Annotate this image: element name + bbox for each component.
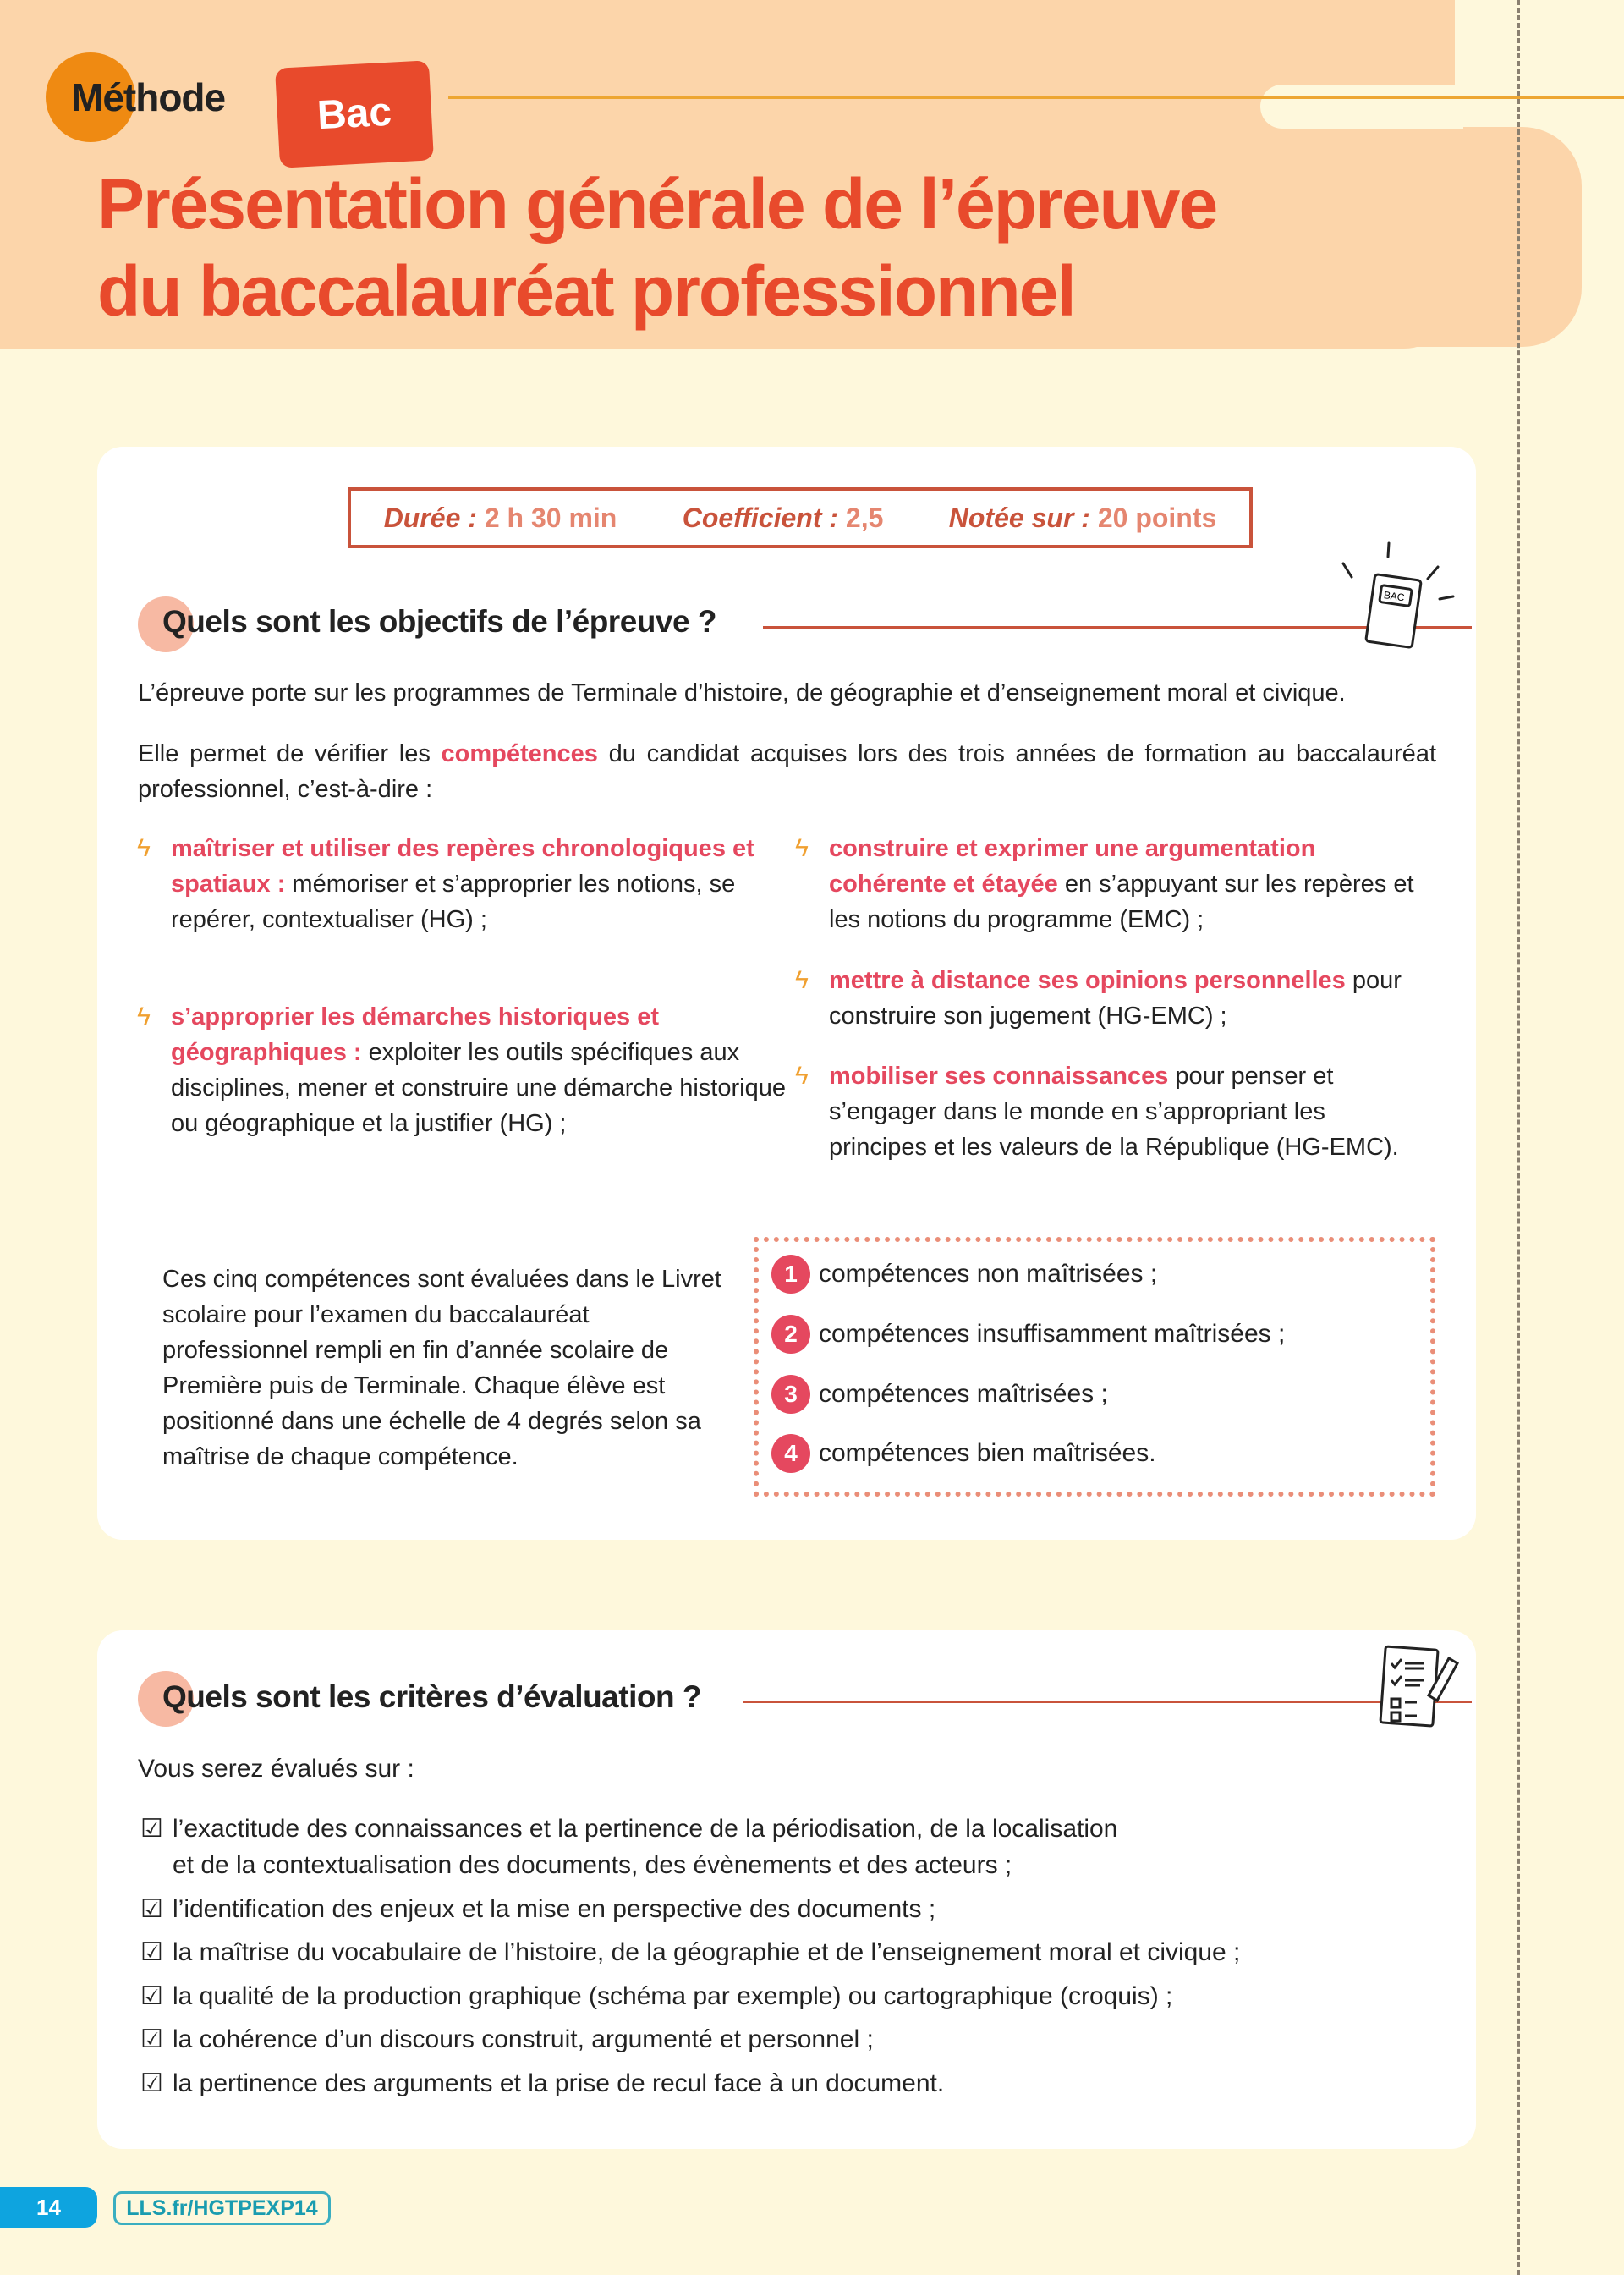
- header-decoration: [1260, 85, 1463, 129]
- lightning-icon: ϟ: [795, 1062, 809, 1090]
- competences-paragraph: Elle permet de vérifier les compétences du candidat acquises lors des trois années de formation au baccalauréat professionnel, c’est-à-dire :: [138, 740, 1436, 803]
- checkbox-checked-icon: ☑: [140, 1815, 163, 1843]
- checkbox-checked-icon: ☑: [140, 1982, 163, 2010]
- section-heading: Quels sont les critères d’évaluation ?: [162, 1679, 701, 1714]
- competence-item: ϟ mobiliser ses connaissances pour penser et s’engager dans le monde en s’appropriant les principes et les valeurs de la République (HG-EMC).: [795, 1058, 1404, 1165]
- lightning-icon: ϟ: [137, 1003, 151, 1030]
- page-title: [97, 161, 1216, 335]
- section-heading: Quels sont les objectifs de l’épreuve ?: [162, 604, 716, 639]
- criteria-item: ☑ la qualité de la production graphique (schéma par exemple) ou cartographique (croquis) ;: [140, 1978, 1172, 2014]
- checkbox-checked-icon: ☑: [140, 2025, 163, 2053]
- heading-rule: [743, 1701, 1472, 1703]
- section-tag: Méthode: [71, 75, 226, 119]
- header-decoration: [1353, 262, 1497, 347]
- level-item: 4 compétences bien maîtrisées.: [771, 1434, 1156, 1473]
- title-line: du baccalauréat professionnel: [97, 251, 1075, 331]
- duration: Durée : 2 h 30 min: [383, 502, 617, 533]
- svg-text:BAC: BAC: [1383, 589, 1406, 604]
- bac-badge: Bac: [275, 60, 434, 168]
- level-item: 1 compétences non maîtrisées ;: [771, 1255, 1157, 1294]
- header-rule: [448, 96, 1624, 99]
- criteria-item: ☑ la cohérence d’un discours construit, argumenté et personnel ;: [140, 2021, 874, 2058]
- competence-item: ϟ mettre à distance ses opinions personnelles pour construire son jugement (HG-EMC) ;: [795, 963, 1438, 1034]
- competence-item: ϟ maîtriser et utiliser des repères chronologiques et spatiaux : mémoriser et s’approprier les notions, se repérer, contextualiser (HG) ;: [137, 831, 780, 937]
- page-fold-line: [1517, 0, 1520, 2275]
- exam-info-box: [348, 487, 1253, 548]
- criteria-item: ☑ la pertinence des arguments et la prise de recul face à un document.: [140, 2065, 944, 2102]
- level-item: 3 compétences maîtrisées ;: [771, 1375, 1108, 1414]
- competence-item: ϟ construire et exprimer une argumentation cohérente et étayée en s’appuyant sur les repères et les notions du programme (EMC) ;: [795, 831, 1438, 937]
- criteria-item: ☑ l’exactitude des connaissances et la pertinence de la périodisation, de la localisation et de la contextualisation des documents, des évènements et des acteurs ;: [140, 1811, 1117, 1883]
- coefficient: Coefficient : 2,5: [682, 502, 884, 533]
- level-item: 2 compétences insuffisamment maîtrisées ;: [771, 1315, 1285, 1354]
- lightning-icon: ϟ: [795, 966, 809, 994]
- criteria-intro: Vous serez évalués sur :: [138, 1755, 414, 1783]
- competence-item: ϟ s’approprier les démarches historiques et géographiques : exploiter les outils spécifiques aux disciplines, mener et construire une démarche historique ou géographique et la justifier (HG) ;: [137, 999, 788, 1141]
- bac-book-icon: [1336, 533, 1463, 651]
- resource-link[interactable]: LLS.fr/HGTPEXP14: [113, 2191, 331, 2225]
- intro-paragraph: L’épreuve porte sur les programmes de Terminale d’histoire, de géographie et d’enseignement moral et civique.: [138, 679, 1346, 706]
- scale-paragraph: Ces cinq compétences sont évaluées dans le Livret scolaire pour l’examen du baccalauréat professionnel rempli en fin d’année scolaire de Première puis de Terminale. Chaque élève est positionné dans une échelle de 4 degrés selon sa maîtrise de chaque compétence.: [162, 1266, 721, 1470]
- lightning-icon: ϟ: [137, 834, 151, 862]
- checklist-icon: [1374, 1641, 1468, 1734]
- checkbox-checked-icon: ☑: [140, 2069, 163, 2097]
- criteria-item: ☑ l’identification des enjeux et la mise en perspective des documents ;: [140, 1891, 935, 1927]
- checkbox-checked-icon: ☑: [140, 1895, 163, 1923]
- grading: Notée sur : 20 points: [948, 502, 1217, 533]
- lightning-icon: ϟ: [795, 834, 809, 862]
- title-line: Présentation générale de l’épreuve: [97, 164, 1217, 244]
- criteria-item: ☑ la maîtrise du vocabulaire de l’histoire, de la géographie et de l’enseignement moral et civique ;: [140, 1934, 1240, 1970]
- checkbox-checked-icon: ☑: [140, 1938, 163, 1966]
- page-number: 14: [0, 2187, 97, 2228]
